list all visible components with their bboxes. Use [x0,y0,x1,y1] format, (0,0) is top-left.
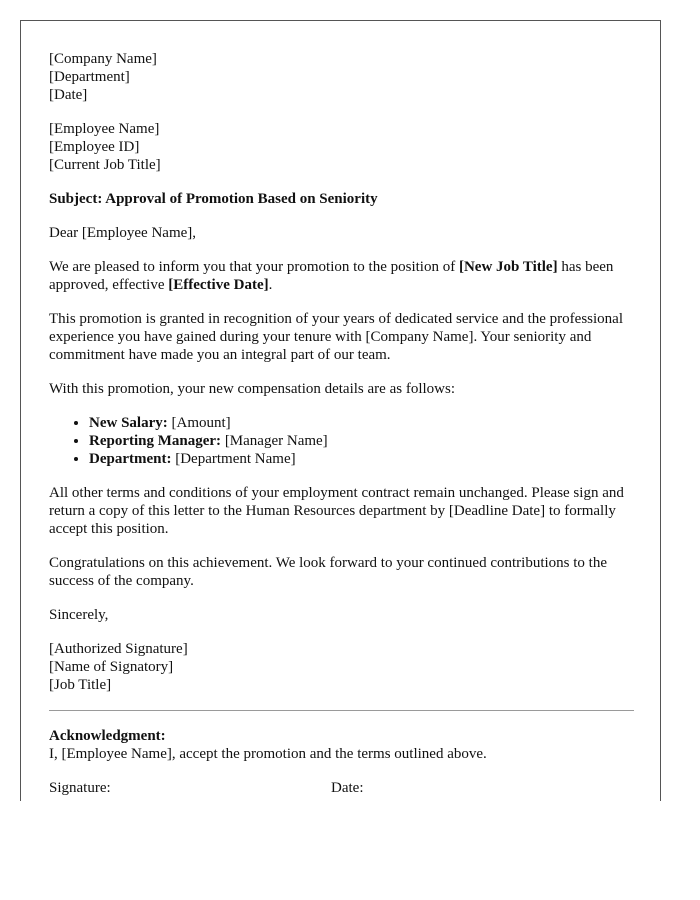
sender-block [49,50,634,104]
recognition-paragraph: This promotion is granted in recognition of your years of dedicated service and the professional experience you have gained during your tenure with [Company Name]. Your seniority and commitment have made you an integral part of our team. [49,311,623,363]
salutation: Dear [Employee Name], [49,225,197,241]
signatory-title: [Job Title] [49,677,112,693]
detail-label: New Salary: [89,415,168,431]
letter-page [20,20,661,801]
letter-date: [Date] [49,87,88,103]
list-item [89,450,634,468]
detail-value: [Department Name] [171,451,296,467]
promotion-text-start: We are pleased to inform you that your promotion to the position of [49,259,459,275]
closing: Sincerely, [49,607,109,623]
compensation-list [49,414,634,468]
company-name: [Company Name] [49,51,157,67]
recipient-block [49,120,634,174]
list-item [89,432,634,450]
detail-value: [Amount] [167,415,231,431]
acknowledgment-heading: Acknowledgment: [49,728,166,744]
effective-date: [Effective Date] [168,277,269,293]
current-job-title: [Current Job Title] [49,157,161,173]
letter-content [49,50,634,797]
terms-paragraph: All other terms and conditions of your employment contract remain unchanged. Please sign and return a copy of this letter to the Human Resources department by [Deadline Date] to formally accept this position. [49,485,624,537]
new-job-title: [New Job Title] [458,259,558,275]
signature-label: Signature: [49,780,111,796]
section-divider [49,710,634,711]
promotion-paragraph [49,258,634,294]
promotion-text-end: . [268,277,273,293]
detail-value: [Manager Name] [221,433,328,449]
subject-line: Subject: Approval of Promotion Based on Seniority [49,191,378,207]
department: [Department] [49,69,130,85]
detail-label: Department: [89,451,172,467]
employee-name: [Employee Name] [49,121,160,137]
employee-id: [Employee ID] [49,139,140,155]
detail-label: Reporting Manager: [89,433,222,449]
signatory-name: [Name of Signatory] [49,659,174,675]
list-item [89,414,634,432]
acknowledgment-signature-row [49,779,634,797]
promotion-text-mid: has been approved, effective [49,259,614,293]
date-label: Date: [331,780,364,796]
compensation-intro: With this promotion, your new compensation details are as follows: [49,381,455,397]
authorized-signature: [Authorized Signature] [49,641,188,657]
acknowledgment-text: I, [Employee Name], accept the promotion and the terms outlined above. [49,746,487,762]
congratulations-paragraph: Congratulations on this achievement. We look forward to your continued contributions to the success of the company. [49,555,607,589]
signatory-block [49,640,634,694]
